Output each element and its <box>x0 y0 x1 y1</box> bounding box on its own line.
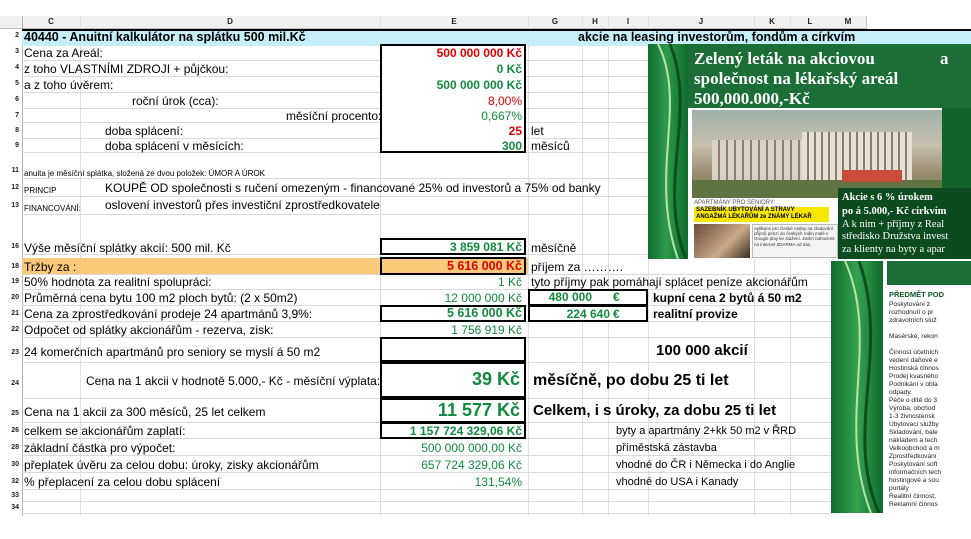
label-komercni-apartmany[interactable]: 24 komerčních apartmánů pro seniory se myslí á 50 m2 <box>24 345 321 359</box>
value-doba-splaceni[interactable]: 25 <box>508 124 522 138</box>
row-header[interactable]: 24 <box>0 380 22 387</box>
value-mesicni-procento[interactable]: 0,667% <box>481 109 522 123</box>
row-header[interactable]: 34 <box>0 504 22 511</box>
label-prumerna-cena[interactable]: Průměrná cena bytu 100 m2 ploch bytů: (2 x 50m2) <box>24 291 298 305</box>
leaflet-headline-1: Zelený leták na akciovou <box>694 49 875 68</box>
leaflet-promo-3: A k nim + příjmy z Real <box>842 219 945 230</box>
row-header[interactable]: 23 <box>0 349 22 356</box>
eur-symbol-1[interactable]: € <box>613 290 620 304</box>
value-zprostredkovani[interactable]: 5 616 000 Kč <box>446 306 522 320</box>
row-header[interactable]: 21 <box>0 310 22 317</box>
value-doba-mesicich[interactable]: 300 <box>501 139 522 153</box>
leaflet-stripe-curves <box>648 44 692 259</box>
col-header-c[interactable]: C <box>22 16 81 29</box>
side-panel-line <box>889 341 971 349</box>
side-panel-line: Činnost účetních <box>889 349 939 356</box>
leaflet-promo-1: Akcie s 6 % úrokem <box>842 192 933 203</box>
row-header[interactable]: 3 <box>0 48 22 55</box>
side-panel-line: Poskytování soft <box>889 461 938 468</box>
leaflet-app-card: Aplikace pro České rodiny na zlodování příjmů penzí do českých rodin malé v Google play ke stažení. Zatím nahozené na internet ZDARMA od nás. <box>752 224 838 258</box>
unit-prijem[interactable]: příjem za ………. <box>531 260 624 274</box>
leaflet-headline-3: 500,000.000,-Kč <box>694 89 810 108</box>
row-header[interactable]: 5 <box>0 80 22 87</box>
side-panel-top-bar <box>887 261 971 285</box>
label-doba-mesicich[interactable]: doba splácení v měsících: <box>105 139 244 153</box>
col-header-d[interactable]: D <box>80 16 381 29</box>
side-panel-line: Velkoobchod a m <box>889 445 940 452</box>
leaflet-yellow-1: SAZEBNÍK UBYTOVÁNÍ A STRAVY <box>696 207 795 213</box>
col-header-e[interactable]: E <box>380 16 529 29</box>
col-header-l[interactable]: L <box>790 16 831 29</box>
row-header[interactable]: 22 <box>0 326 22 333</box>
side-panel-line: rozhodnutí o pr <box>889 309 934 316</box>
label-odpocet[interactable]: Odpočet od splátky akcionářům - rezerva, zisk: <box>24 323 274 337</box>
side-panel-title: PŘEDMĚT POD <box>889 290 945 299</box>
side-panel-line: informačních tech <box>889 469 942 476</box>
leaflet-promo-5: za klienty na byty a apar <box>842 244 945 255</box>
value-eur-provize[interactable]: 224 640 <box>566 307 610 321</box>
value-hodnota-spoluprace[interactable]: 1 Kč <box>497 275 522 289</box>
side-panel-line: Podnikání v obla <box>889 381 938 388</box>
side-panel-line: hostingové a sou <box>889 477 939 484</box>
value-zakladni-castka[interactable]: 500 000 000,00 Kč <box>421 441 522 455</box>
label-doba-splaceni[interactable]: doba splácení: <box>105 124 184 138</box>
row-header[interactable]: 8 <box>0 127 22 134</box>
label-financovani[interactable]: FINANCOVÁNÍ: <box>24 204 81 213</box>
leaflet-building-photo <box>692 110 942 198</box>
side-panel-line: Ubytovací služby <box>889 421 939 428</box>
value-cena-akcie-mesicni[interactable]: 39 Kč <box>471 369 520 389</box>
label-preplatek[interactable]: přeplatek úvěru za celou dobu: úroky, zisky akcionářům <box>24 458 319 472</box>
value-uver[interactable]: 500 000 000 Kč <box>436 78 522 92</box>
label-hodnota-spoluprace[interactable]: 50% hodnota za realitní spolupráci: <box>24 275 212 289</box>
label-uver[interactable]: a z toho úvěrem: <box>24 78 114 92</box>
label-mesicni-splatka[interactable]: Výše měsíční splátky akcií: 500 mil. Kč <box>24 241 231 255</box>
note-byty-apartmany[interactable]: byty a apartmány 2+kk 50 m2 v ŘRD <box>616 425 797 437</box>
row-header[interactable]: 2 <box>0 32 22 39</box>
value-vlastni-zdroje[interactable]: 0 Kč <box>496 62 522 76</box>
row-header[interactable]: 13 <box>0 202 22 209</box>
row-header[interactable]: 20 <box>0 294 22 301</box>
leaflet-headline-2: společnost na lékařský areál <box>694 69 899 88</box>
row-header[interactable]: 26 <box>0 427 22 434</box>
unit-mesicu[interactable]: měsíců <box>531 139 570 153</box>
sheet-title-right[interactable]: akcie na leasing investorům, fondům a církvím <box>578 30 856 44</box>
leaflet-promo-2: po á 5.000,- Kč církvím <box>842 206 947 217</box>
side-panel-line: Realitní činnost, <box>889 493 936 500</box>
side-panel-line: Zprostředkování <box>889 453 937 460</box>
value-cena-akcie-celkem[interactable]: 11 577 Kč <box>437 400 520 420</box>
side-panel-line: portály <box>889 485 909 492</box>
row-header[interactable]: 6 <box>0 96 22 103</box>
col-header-j[interactable]: J <box>648 16 755 29</box>
label-trzby[interactable]: Tržby za : <box>24 260 77 274</box>
row-header[interactable]: 30 <box>0 461 22 468</box>
value-odpocet[interactable]: 1 756 919 Kč <box>451 323 522 337</box>
corner-header[interactable] <box>0 16 23 29</box>
label-princip[interactable]: PRINCIP <box>24 186 57 195</box>
note-cr-nemecko[interactable]: vhodné do ČR i Německa i do Anglie <box>616 459 796 471</box>
side-panel-line: Péče o dítě do 3 <box>889 397 938 404</box>
row-header[interactable]: 16 <box>0 243 22 250</box>
unit-let[interactable]: let <box>531 124 544 138</box>
col-header-i[interactable]: I <box>608 16 649 29</box>
note-usa-kanada[interactable]: vhodné do USA i Kanady <box>616 476 739 488</box>
side-panel-line: zdravotních služ <box>889 317 937 324</box>
side-panel-line: nákladem a tech <box>889 437 938 444</box>
col-header-m[interactable]: M <box>830 16 867 29</box>
value-eur-kupni[interactable]: 480 000 <box>548 290 592 304</box>
label-procento-preplaceni[interactable]: % přeplacení za celou dobu splácení <box>24 475 221 489</box>
side-panel-curves <box>831 261 887 513</box>
label-mesicni-procento[interactable]: měsíční procento: <box>286 109 382 123</box>
row-header[interactable]: 28 <box>0 444 22 451</box>
label-vlastni-zdroje[interactable]: z toho VLASTNÍMI ZDROJI + půjčkou: <box>24 62 229 76</box>
row-header[interactable]: 18 <box>0 263 22 270</box>
side-panel-line: vedení daňové e <box>889 357 938 364</box>
value-preplatek[interactable]: 657 724 329,06 Kč <box>421 458 522 472</box>
leaflet-headline-cut: a <box>940 49 949 68</box>
side-panel-line: Prodej kvasného <box>889 373 939 380</box>
col-header-g[interactable]: G <box>528 16 583 29</box>
unit-mesicne[interactable]: měsíčně <box>531 241 577 255</box>
leaflet-small-title: APARTMÁNY PRO SENIORY: <box>694 200 776 206</box>
apartmany-box <box>380 337 526 362</box>
note-celkem-25-let[interactable]: Celkem, i s úroky, za dobu 25 ti let <box>533 402 777 419</box>
value-cena-areal[interactable]: 500 000 000 Kč <box>436 46 522 60</box>
side-panel-image[interactable] <box>831 261 971 513</box>
value-celkem-zaplati[interactable]: 1 157 724 329,06 Kč <box>409 424 522 438</box>
leaflet-image[interactable] <box>648 44 971 259</box>
row-header[interactable]: 4 <box>0 64 22 71</box>
side-panel-line <box>889 325 971 333</box>
side-panel-line: Skladování, bale <box>889 429 938 436</box>
side-panel-text <box>889 301 971 509</box>
label-cena-areal[interactable]: Cena za Areál: <box>24 46 103 60</box>
value-rocni-urok[interactable]: 8,00% <box>487 94 522 108</box>
row-header[interactable]: 7 <box>0 112 22 119</box>
row-header[interactable]: 32 <box>0 478 22 485</box>
side-panel-line: Poskytování z <box>889 301 931 308</box>
side-panel-line: odpady. <box>889 389 912 396</box>
row-header[interactable]: 11 <box>0 167 22 174</box>
note-realitni-provize[interactable]: realitní provize <box>653 307 738 321</box>
text-financovani[interactable]: oslovení investorů přes investiční zprostředkovatele <box>105 198 380 212</box>
row-header[interactable]: 25 <box>0 410 22 417</box>
row-header[interactable]: 9 <box>0 142 22 149</box>
leaflet-promo-4: středisko Družstva invest <box>842 231 949 242</box>
col-header-h[interactable]: H <box>582 16 609 29</box>
leaflet-yellow-2: ANGAŽMÁ LÉKAŘŮM ze ZNÁMÝ LÉKAŘ <box>696 214 812 220</box>
side-panel-line: Hostinská činnos <box>889 365 939 372</box>
value-procento-preplaceni[interactable]: 131,54% <box>474 475 522 489</box>
value-trzby[interactable]: 5 616 000 Kč <box>446 259 522 273</box>
text-princip[interactable]: KOUPĚ OD společnosti s ručení omezeným - financované 25% od investorů a 75% od banky <box>105 181 601 195</box>
note-anuita[interactable]: anuita je měsíční splátka, složená ze dvou položek: ÚMOR A ÚROK <box>24 169 266 178</box>
note-prijmy[interactable]: tyto příjmy pak pomáhají splácet peníze akcionářům <box>531 275 808 289</box>
row-header[interactable]: 33 <box>0 492 22 499</box>
note-mesicne-25-let[interactable]: měsíčně, po dobu 25 ti let <box>533 372 729 389</box>
label-rocni-urok[interactable]: roční úrok (cca): <box>132 94 219 108</box>
label-celkem-zaplati[interactable]: celkem se akcionářům zaplatí: <box>24 424 186 438</box>
row-header[interactable]: 19 <box>0 278 22 285</box>
side-panel-line: Výroba, obchod <box>889 405 936 412</box>
row-header[interactable]: 12 <box>0 184 22 191</box>
side-panel-line: Reklamní činnos <box>889 501 938 508</box>
sheet-title[interactable]: 40440 - Anuitní kalkulátor na splátku 500 mil.Kč <box>24 30 306 44</box>
label-cena-akcie-celkem[interactable]: Cena na 1 akcii za 300 měsíců, 25 let celkem <box>24 405 266 419</box>
label-zakladni-castka[interactable]: základní částka pro výpočet: <box>24 441 176 455</box>
note-primestska[interactable]: příměstská zástavba <box>616 442 717 454</box>
col-header-k[interactable]: K <box>754 16 791 29</box>
side-panel-line: 1-3 živnostensk <box>889 413 935 420</box>
label-zprostredkovani[interactable]: Cena za zprostředkování prodeje 24 apartmánů 3,9%: <box>24 307 313 321</box>
leaflet-room-photo <box>694 224 750 258</box>
note-pocet-akcii[interactable]: 100 000 akcií <box>656 342 748 359</box>
note-kupni-cena[interactable]: kupní cena 2 bytů á 50 m2 <box>653 291 802 305</box>
leaflet-side-green <box>942 108 971 198</box>
label-cena-akcie-mesicni[interactable]: Cena na 1 akcii v hodnotě 5.000,- Kč - měsíční výplata: <box>86 374 381 388</box>
side-panel-line: Masérské, rekon <box>889 333 938 340</box>
eur-symbol-2[interactable]: € <box>613 307 620 321</box>
value-prumerna-cena[interactable]: 12 000 000 Kč <box>444 291 522 305</box>
value-mesicni-splatka[interactable]: 3 859 081 Kč <box>449 240 522 254</box>
